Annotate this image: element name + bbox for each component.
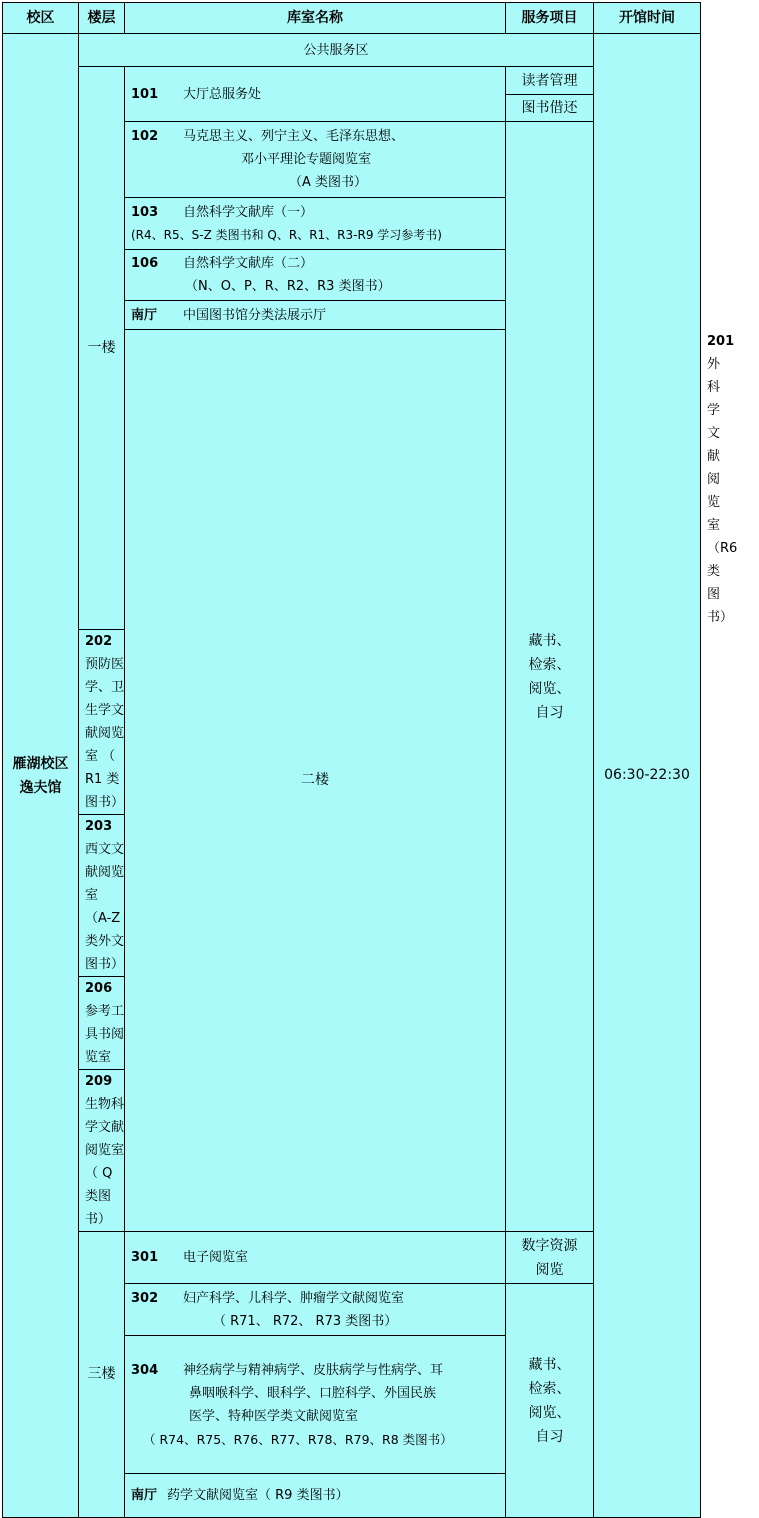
floor-1: 一楼 xyxy=(79,67,125,630)
service-line: 自习 xyxy=(535,704,564,721)
room-name-line: 鼻咽喉科学、眼科学、口腔科学、外国民族 xyxy=(189,1385,437,1401)
room-name-line: 自然科学文献库（二） xyxy=(183,256,314,271)
room-name-line: 自然科学文献库（一） xyxy=(183,204,314,220)
campus-cell xyxy=(3,34,79,1518)
room-name-line: （ R74、R75、R76、R77、R78、R79、R8 类图书） xyxy=(143,1431,453,1447)
room-name: 药学文献阅览室（ R9 类图书） xyxy=(167,1488,349,1503)
room-name: 外科学文献阅览室 （R6 类图书） xyxy=(707,357,738,625)
room-name: 参考工具书阅览室 xyxy=(85,1004,125,1065)
room-number: 301 xyxy=(131,1250,159,1265)
room-number: 304 xyxy=(131,1362,159,1378)
room-name-line: （N、O、P、R、R2、R3 类图书） xyxy=(185,279,391,294)
room-south-hall-3f xyxy=(125,1474,506,1518)
room-name: 电子阅览室 xyxy=(183,1250,249,1265)
room-206 xyxy=(79,977,125,1070)
room-name-line: （A 类图书） xyxy=(289,175,368,190)
room-name: 西文文献阅览室（A-Z 类外文图书） xyxy=(85,842,125,972)
room-301 xyxy=(125,1232,506,1284)
service-line: 检索、 xyxy=(528,656,571,673)
room-name: 生物科学文献阅览室（ Q 类图书） xyxy=(85,1097,125,1227)
header-campus: 校区 xyxy=(3,3,79,34)
room-number: 南厅 xyxy=(131,1488,158,1503)
library-table xyxy=(2,2,738,1518)
room-number: 102 xyxy=(131,129,159,144)
service-line: 自习 xyxy=(535,1428,564,1445)
service-line: 阅览、 xyxy=(528,1404,571,1421)
room-209 xyxy=(79,1070,125,1232)
public-service-area: 公共服务区 xyxy=(79,34,594,67)
room-name-line: 医学、特种医学类文献阅览室 xyxy=(189,1408,359,1424)
service-line: 数字资源 xyxy=(521,1237,578,1254)
header-service: 服务项目 xyxy=(506,3,594,34)
room-number: 209 xyxy=(85,1074,113,1089)
header-floor: 楼层 xyxy=(79,3,125,34)
room-number: 302 xyxy=(131,1290,159,1306)
room-name: 预防医学、卫生学文献阅览室 （ R1 类图书） xyxy=(85,657,125,810)
building-name: 逸夫馆 xyxy=(19,779,62,796)
service-collection-b xyxy=(506,1284,594,1518)
floor-2: 二楼 xyxy=(125,330,506,1232)
service-line: 阅览、 xyxy=(528,680,571,697)
service-collection-a xyxy=(506,122,594,1232)
room-number: 南厅 xyxy=(131,307,158,323)
room-102 xyxy=(125,122,506,198)
campus-name: 雁湖校区 xyxy=(12,755,69,772)
room-name: 大厅总服务处 xyxy=(183,86,262,102)
service-digital-resources xyxy=(506,1232,594,1284)
room-name-line: 马克思主义、列宁主义、毛泽东思想、 xyxy=(183,129,405,144)
room-name: 中国图书馆分类法展示厅 xyxy=(183,307,327,323)
room-south-hall-1f xyxy=(125,301,506,330)
room-number: 201 xyxy=(707,334,735,349)
service-book-lending: 图书借还 xyxy=(506,95,594,122)
room-name-line: 妇产科学、儿科学、肿瘤学文献阅览室 xyxy=(183,1290,405,1306)
room-name-line: 神经病学与精神病学、皮肤病学与性病学、耳 xyxy=(183,1362,444,1378)
room-302 xyxy=(125,1284,506,1336)
room-202 xyxy=(79,630,125,815)
room-number: 206 xyxy=(85,981,113,996)
header-row xyxy=(3,3,701,34)
room-203 xyxy=(79,815,125,977)
service-line: 藏书、 xyxy=(528,1356,571,1373)
room-name-line: (R4、R5、S-Z 类图书和 Q、R、R1、R3-R9 学习参考书) xyxy=(131,227,442,242)
service-line: 藏书、 xyxy=(528,632,571,649)
room-number: 101 xyxy=(131,86,159,102)
room-number: 203 xyxy=(85,819,113,834)
service-line: 阅览 xyxy=(535,1261,564,1278)
room-number: 106 xyxy=(131,256,159,271)
room-number: 103 xyxy=(131,204,159,220)
header-hours: 开馆时间 xyxy=(594,3,701,34)
room-103 xyxy=(125,198,506,250)
header-room-name: 库室名称 xyxy=(125,3,506,34)
room-106 xyxy=(125,250,506,301)
room-101 xyxy=(125,67,506,122)
room-number: 202 xyxy=(85,634,113,649)
floor-3: 三楼 xyxy=(79,1232,125,1518)
room-name-line: 邓小平理论专题阅览室 xyxy=(241,152,372,167)
service-reader-management: 读者管理 xyxy=(506,67,594,95)
service-line: 检索、 xyxy=(528,1380,571,1397)
room-304 xyxy=(125,1336,506,1474)
room-name-line: （ R71、 R72、 R73 类图书） xyxy=(213,1313,398,1329)
opening-hours: 06:30-22:30 xyxy=(594,34,701,1518)
